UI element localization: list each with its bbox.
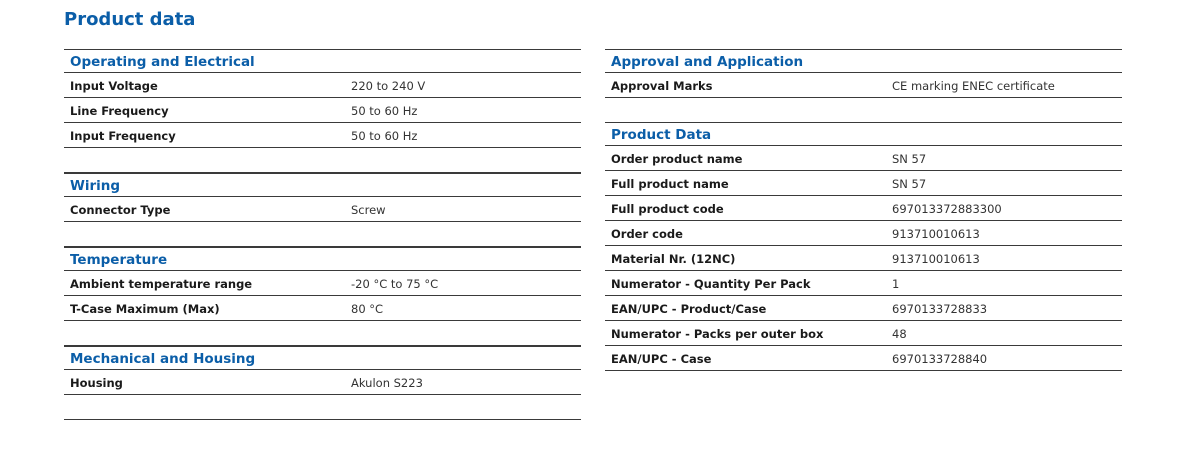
row-value: SN 57 xyxy=(892,177,927,191)
section-title: Temperature xyxy=(70,252,168,268)
row-value: 50 to 60 Hz xyxy=(351,104,418,118)
row-value: -20 °C to 75 °C xyxy=(351,277,439,291)
row-value: 80 °C xyxy=(351,302,384,316)
section-gap xyxy=(605,98,1122,122)
table-row xyxy=(64,123,581,148)
table-row xyxy=(64,296,581,321)
table-row xyxy=(605,171,1122,196)
section-heading-approval xyxy=(605,49,1122,73)
section-title: Wiring xyxy=(70,178,121,194)
row-label: Line Frequency xyxy=(70,104,169,118)
row-label: EAN/UPC - Case xyxy=(611,352,712,366)
table-row xyxy=(605,271,1122,296)
row-label: Housing xyxy=(70,376,123,390)
row-label: Ambient temperature range xyxy=(70,277,253,291)
section-title: Operating and Electrical xyxy=(70,54,255,70)
row-label: Material Nr. (12NC) xyxy=(611,252,736,266)
table-row xyxy=(605,321,1122,346)
table-row xyxy=(605,296,1122,321)
row-value: 697013372883300 xyxy=(892,202,1002,216)
row-label: Numerator - Packs per outer box xyxy=(611,327,824,341)
empty-row xyxy=(64,321,581,346)
section-title: Product Data xyxy=(611,127,712,143)
row-value: CE marking ENEC certificate xyxy=(892,79,1055,93)
row-value: 220 to 240 V xyxy=(351,79,426,93)
left-column xyxy=(64,49,581,420)
empty-row xyxy=(64,148,581,173)
row-value: 913710010613 xyxy=(892,227,980,241)
row-value: 1 xyxy=(892,277,900,291)
page-title: Product data xyxy=(64,9,196,30)
row-value: 48 xyxy=(892,327,907,341)
row-value: SN 57 xyxy=(892,152,927,166)
row-label: Full product code xyxy=(611,202,724,216)
table-row xyxy=(605,246,1122,271)
row-label: Input Frequency xyxy=(70,129,176,143)
table-row xyxy=(64,73,581,98)
section-heading-operating xyxy=(64,49,581,73)
section-title: Approval and Application xyxy=(611,54,804,70)
row-value: 913710010613 xyxy=(892,252,980,266)
section-title: Mechanical and Housing xyxy=(70,351,256,367)
empty-row xyxy=(64,395,581,420)
table-row xyxy=(605,146,1122,171)
table-row xyxy=(605,73,1122,98)
empty-row xyxy=(64,222,581,247)
row-label: Connector Type xyxy=(70,203,171,217)
right-column xyxy=(605,49,1122,371)
table-row xyxy=(605,196,1122,221)
table-row xyxy=(64,197,581,222)
row-label: Order product name xyxy=(611,152,743,166)
table-row xyxy=(64,271,581,296)
row-label: Order code xyxy=(611,227,683,241)
row-value: 50 to 60 Hz xyxy=(351,129,418,143)
row-label: Approval Marks xyxy=(611,79,713,93)
row-label: Numerator - Quantity Per Pack xyxy=(611,277,811,291)
section-heading-temperature xyxy=(64,247,581,271)
row-value: Screw xyxy=(351,203,386,217)
row-value: 6970133728833 xyxy=(892,302,988,316)
row-label: T-Case Maximum (Max) xyxy=(70,302,220,316)
table-row xyxy=(64,98,581,123)
section-heading-mechanical xyxy=(64,346,581,370)
table-row xyxy=(605,221,1122,246)
row-value: 6970133728840 xyxy=(892,352,988,366)
table-row xyxy=(605,346,1122,371)
row-value: Akulon S223 xyxy=(351,376,423,390)
section-heading-product-data xyxy=(605,122,1122,146)
row-label: EAN/UPC - Product/Case xyxy=(611,302,767,316)
row-label: Full product name xyxy=(611,177,729,191)
section-heading-wiring xyxy=(64,173,581,197)
row-label: Input Voltage xyxy=(70,79,158,93)
table-row xyxy=(64,370,581,395)
